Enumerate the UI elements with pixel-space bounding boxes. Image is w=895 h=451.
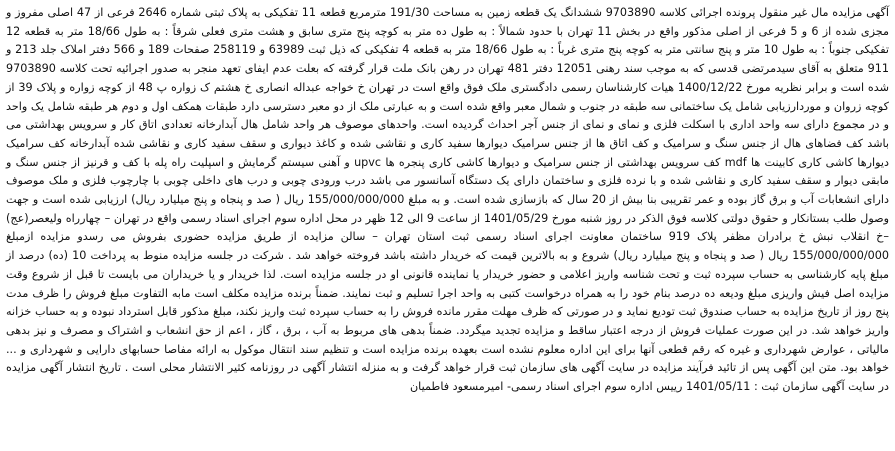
notice-body: آگهی مزایده مال غیر منقول پرونده اجرائی کلاسه 9703890 ششدانگ یک قطعه زمین به مساحت 191/30 مترمربع قطعه 11 تفکیکی به پلاک ثبتی شماره 2646 فرعی از 47 اصلی مفروز و مجزی شده از 6 و 5 فرعی از اصلی مذکور واقع در بخش 11 تهران با حدود شمالاً : به طول ده متر به کوچه پنج متری سابق و هشت متری فعلی شرقاً : به طول 18/66 متر به قطعه 12 تفکیکی جنوباً : به طول 10 متر و پنج سانتی متر به کوچه پنج متری غرباً : به طول 18/66 متر به قطعه 4 تفکیکی که ذیل ثبت 63989 و 258119 صفحات 189 و 566 دفتر املاک جلد 213 و 911 متعلق به آقای سیدمرتضی قدسی که به موجب سند رهنی 12051 دفتر 481 تهران در رهن بانک ملت قرار گرفته که بعلت عدم ایفای تعهد منجر به صدور اجرائیه تحت کلاسه 9703890 شده است و برابر نظریه مورخ 1400/12/22 هیات کارشناسان رسمی دادگستری ملک فوق واقع است در تهران خ خواجه عبداله انصاری خ هشتم ک زواره پ 48 از کوچه زواره و پلاک 39 از کوچه زروان و موردارزیابی شامل یک ساختمانی سه طبقه در جنوب و شمال معبر واقع شده است و به عبارتی ملک از دو معبر دسترسی دارد طبقات همکف اول و دوم هر طبقه شامل یک واحد و در مجموع دارای سه واحد اداری با اسکلت فلزی و نمای و نمای از جنس آجر احداث گردیده است. واحدهای موصوف هر واحد شامل هال آبدارخانه تعدادی اتاق کار و سرویس بهداشتی می باشد کف فضاهای هال از جنس سنگ و سرامیک و کف اتاق ها از جنس سرامیک دیوارها سفید کاری و نقاشی شده و کاغذ دیواری و سقف سفید کاری و نقاشی شده آبدارخانه کف سرامیک دیوارها کاشی کاری کابینت ها mdf کف سرویس بهداشتی از جنس سرامیک و دیوارها کاشی کاری پنجره ها upvc و آهنی سیستم گرمایش و اسپلیت راه پله با کف و قرنیز از جنس سنگ و مابقی دیوار و سقف سفید کاری و نقاشی شده و با نرده فلزی و ساختمان دارای یک دستگاه آسانسور می باشد درب ورودی چوبی و درب های داخلی چوبی با چارچوب فلزی و ملک موصوف دارای انشعابات آب و برق گاز بوده و عمر تقریبی بنا بیش از 20 سال که بازسازی شده است. و به مبلغ 155/000/000/000 ریال ( صد و پنجاه و پنج میلیارد ریال) ارزیابی شده است و جهت وصول طلب بستانکار و حقوق دولتی کلاسه فوق الذکر در روز شنبه مورخ 1401/05/29 از ساعت 9 الی 12 ظهر در محل اداره سوم اجرای اسناد رسمی واقع در تهران – چهارراه ولیعصر(عج) –خ انقلاب نبش خ برادران مظفر پلاک 919 ساختمان معاونت اجرای اسناد رسمی ثبت استان تهران – سالن مزایده از طریق مزایده حضوری بفروش می رسدو مزایده ازمبلغ 155/000/000/000 ریال ( صد و پنجاه و پنج میلیارد ریال) شروع و به بالاترین قیمت که خریدار داشته باشد فروخته خواهد شد . شرکت در جلسه مزایده منوط به پرداخت 10 (ده) درصد از مبلغ پایه کارشناسی به حساب سپرده ثبت و تحت شناسه واریز اعلامی و حضور خریدار یا نماینده قانونی او در جلسه مزایده است. لذا خریدار و یا خریداران می بایست تا قبل از شروع وقت مزایده اصل فیش واریزی مبلغ ودیعه ده درصد بنام خود را به همراه درخواست کتبی به واحد اجرا تسلیم و ثبت نمایند. ضمناً برنده مزایده مکلف است مابه التفاوت مبلغ فروش را ظرف مدت پنج روز از تاریخ مزایده به حساب صندوق ثبت تودیع نماید و در صورتی که ظرف مهلت مقرر مانده فروش را به حساب سپرده ثبت واریز نکند، مبلغ مذکور قابل استرداد نبوده و به حساب خزانه واریز خواهد شد. در این صورت عملیات فروش از درجه اعتبار ساقط و مزایده تجدید میگردد. ضمناً بدهی های مربوط به آب ، برق ، گاز ، اعم از حق انشعاب و اشتراک و مصرف و نیز بدهی مالیاتی ، عوارض شهرداری و غیره که رقم قطعی آنها برای این اداره معلوم نشده است بعهده برنده مزایده است و تنظیم سند انتقال موکول به ارائه مفاصا حسابهای دارایی و شهرداری و ... خواهد بود. متن این آگهی پس از تائید فرآیند مزایده در سایت آگهی های سازمان ثبت قرار خواهد گرفت و به منزله انتشار آگهی در روزنامه کثیر الانتشار محلی است . تاریخ انتشار آگهی مزایده در سایت آگهی سازمان ثبت : 1401/05/11 رییس اداره سوم اجرای اسناد رسمی- امیرمسعود فاطمیان [6,6,890,394]
